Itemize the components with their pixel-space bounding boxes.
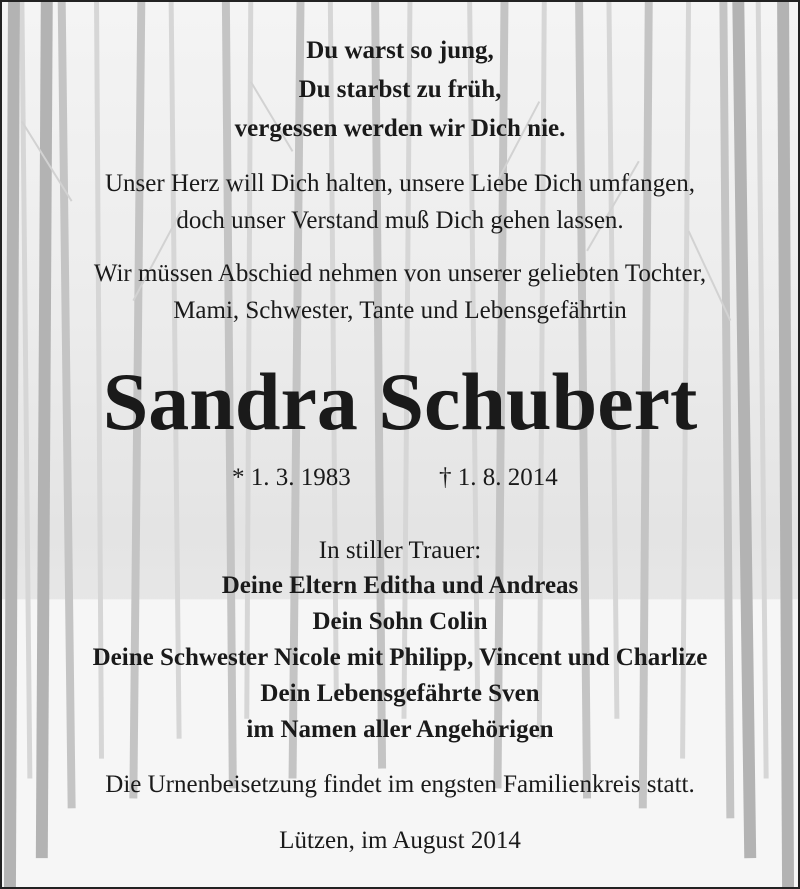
death-date: † 1. 8. 2014 bbox=[439, 464, 558, 491]
birth-date: * 1. 3. 1983 bbox=[232, 464, 351, 491]
poem-line-1: Du warst so jung, bbox=[306, 37, 494, 64]
burial-note: Die Urnenbeisetzung findet im engsten Familienkreis statt. bbox=[105, 771, 695, 798]
mourning-heading: In stiller Trauer: bbox=[318, 537, 482, 564]
verse-line-1: Unser Herz will Dich halten, unsere Liebe Dich umfangen, bbox=[104, 170, 696, 197]
verse-line-2: doch unser Verstand muß Dich gehen lassen. bbox=[176, 207, 624, 234]
mourner-line-5: im Namen aller Angehörigen bbox=[246, 716, 554, 743]
mourner-line-1: Deine Eltern Editha und Andreas bbox=[221, 572, 579, 599]
obituary-text bbox=[2, 2, 798, 887]
deceased-name: Sandra Schubert bbox=[102, 356, 698, 447]
place-date: Lützen, im August 2014 bbox=[279, 827, 521, 854]
intro-line-1: Wir müssen Abschied nehmen von unserer geliebten Tochter, bbox=[93, 260, 707, 287]
intro-line-2: Mami, Schwester, Tante und Lebensgefährtin bbox=[173, 297, 627, 324]
poem-line-2: Du starbst zu früh, bbox=[298, 76, 502, 103]
poem-line-3: vergessen werden wir Dich nie. bbox=[234, 115, 566, 142]
mourner-line-3: Deine Schwester Nicole mit Philipp, Vincent und Charlize bbox=[92, 644, 708, 671]
mourner-line-4: Dein Lebensgefährte Sven bbox=[260, 680, 540, 707]
mourner-line-2: Dein Sohn Colin bbox=[312, 608, 488, 635]
